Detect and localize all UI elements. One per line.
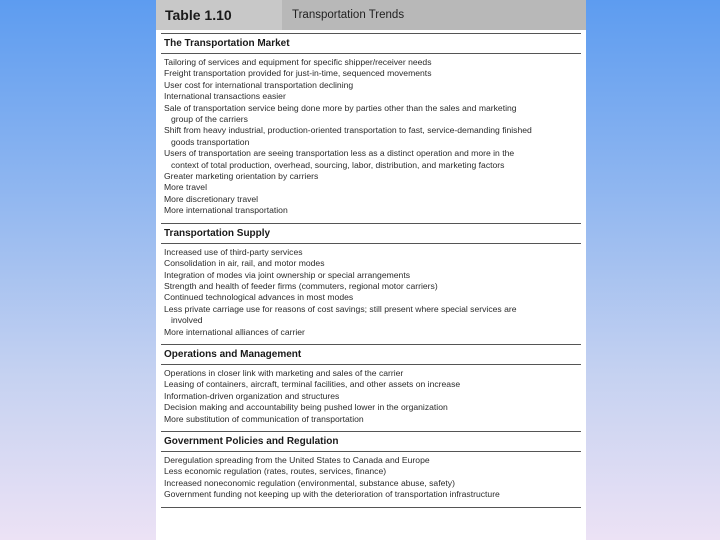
table-row <box>164 205 581 216</box>
row-text: Continued technological advances in most modes <box>164 292 354 303</box>
row-text: Government funding not keeping up with the deterioration of transportation infrastructure <box>164 489 500 500</box>
row-text-continuation: context of total production, overhead, sourcing, labor, distribution, and marketing factors <box>171 159 505 170</box>
row-text: More international transportation <box>164 205 288 216</box>
table-row <box>164 304 581 327</box>
table-row <box>164 327 581 338</box>
row-text: Deregulation spreading from the United States to Canada and Europe <box>164 454 430 465</box>
row-text: More travel <box>164 182 207 193</box>
section-rows <box>161 365 581 431</box>
table-row <box>164 171 581 182</box>
row-text: Increased noneconomic regulation (environmental, substance abuse, safety) <box>164 477 455 488</box>
row-text: Information-driven organization and structures <box>164 390 340 401</box>
table-body <box>161 33 581 508</box>
table-row <box>164 292 581 303</box>
table-row <box>164 125 581 148</box>
table-row <box>164 466 581 477</box>
row-text: More discretionary travel <box>164 193 259 204</box>
row-text: Operations in closer link with marketing and sales of the carrier <box>164 367 404 378</box>
table-row <box>164 414 581 425</box>
table-row <box>164 103 581 126</box>
table-row <box>164 270 581 281</box>
row-text: Leasing of containers, aircraft, terminal facilities, and other assets on increase <box>164 379 461 390</box>
row-text: Users of transportation are seeing transportation less as a distinct operation and more in the <box>164 148 515 159</box>
table-row <box>164 258 581 269</box>
row-text: Less economic regulation (rates, routes, services, finance) <box>164 466 387 477</box>
section-heading: Government Policies and Regulation <box>161 432 581 452</box>
table-row <box>164 148 581 171</box>
row-text: Less private carriage use for reasons of cost savings; still present where special services are <box>164 303 517 314</box>
section-transportation-supply <box>161 223 581 344</box>
row-text-continuation: group of the carriers <box>171 114 248 125</box>
section-transportation-market <box>161 33 581 223</box>
row-text: Freight transportation provided for just-in-time, sequenced movements <box>164 68 432 79</box>
row-text: Integration of modes via joint ownership or special arrangements <box>164 269 411 280</box>
table-number: Table 1.10 <box>165 7 232 23</box>
row-text: Sale of transportation service being done more by parties other than the sales and marketing <box>164 102 517 113</box>
row-text: User cost for international transportation declining <box>164 79 354 90</box>
table-bottom-rule <box>161 507 581 508</box>
table-row <box>164 80 581 91</box>
table-title: Transportation Trends <box>282 0 586 30</box>
table-row <box>164 281 581 292</box>
section-heading: Transportation Supply <box>161 224 581 244</box>
table-row <box>164 182 581 193</box>
table-title-bar <box>156 0 586 30</box>
row-text: International transactions easier <box>164 91 286 102</box>
row-text: Strength and health of feeder firms (commuters, regional motor carriers) <box>164 280 438 291</box>
section-heading: The Transportation Market <box>161 34 581 54</box>
row-text: Tailoring of services and equipment for specific shipper/receiver needs <box>164 57 432 67</box>
table-row <box>164 478 581 489</box>
section-operations-management <box>161 344 581 431</box>
row-text: More substitution of communication of transportation <box>164 413 364 424</box>
table-row <box>164 391 581 402</box>
section-rows <box>161 244 581 344</box>
table-row <box>164 57 581 68</box>
row-text: Greater marketing orientation by carriers <box>164 171 319 182</box>
row-text: Consolidation in air, rail, and motor modes <box>164 258 325 269</box>
section-government-policies <box>161 431 581 507</box>
table-row <box>164 489 581 500</box>
row-text-continuation: involved <box>171 315 203 326</box>
row-text: Decision making and accountability being pushed lower in the organization <box>164 402 448 413</box>
table-row <box>164 402 581 413</box>
document-page <box>156 0 586 540</box>
row-text-continuation: goods transportation <box>171 136 250 147</box>
table-row <box>164 247 581 258</box>
row-text: Shift from heavy industrial, production-oriented transportation to fast, service-demanding finished <box>164 125 532 136</box>
table-row <box>164 368 581 379</box>
table-row <box>164 68 581 79</box>
table-row <box>164 91 581 102</box>
row-text: More international alliances of carrier <box>164 326 305 337</box>
row-text: Increased use of third-party services <box>164 246 303 257</box>
section-rows <box>161 452 581 507</box>
table-row <box>164 379 581 390</box>
section-rows <box>161 54 581 223</box>
section-heading: Operations and Management <box>161 345 581 365</box>
table-row <box>164 455 581 466</box>
table-row <box>164 194 581 205</box>
